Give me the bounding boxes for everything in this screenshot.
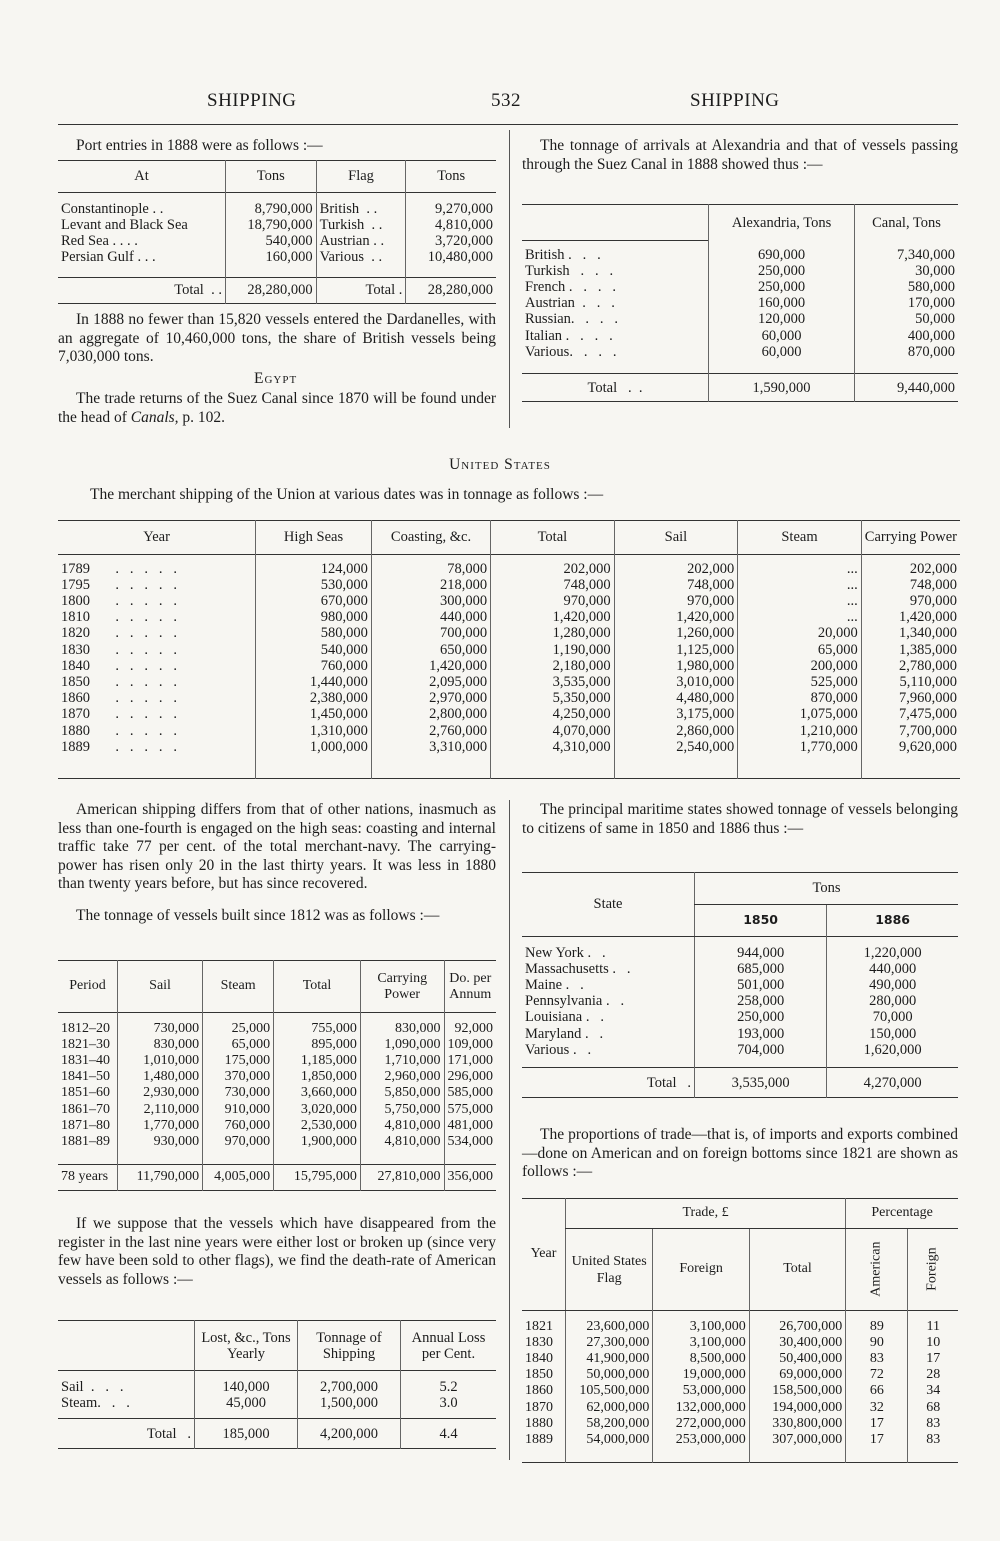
col-header: At	[134, 168, 149, 185]
table-row: Maine . . 501,000 490,000	[522, 977, 958, 993]
table-row: 1851–60 2,930,000 730,000 3,660,000 5,850,000 585,000	[58, 1085, 496, 1101]
built-table-wrap	[58, 960, 496, 1191]
table-row: Massachusetts . . 685,000 440,000	[522, 961, 958, 977]
total-row: Total . . 1,590,000 9,440,000	[522, 374, 958, 402]
table-row: Various . . 704,000 1,620,000	[522, 1042, 958, 1058]
table-row: 1820 . . . . . 580,000 700,000 1,280,000 1,260,000 20,000 1,340,000	[58, 625, 960, 641]
col-header: 1850	[695, 905, 827, 937]
alexandria-table	[522, 204, 958, 402]
table-row: Italian . . . . 60,000 400,000	[522, 328, 958, 344]
trade-intro: The proportions of trade—that is, of imports and exports combined—done on American and on foreign bottoms since 1821 are shown as follows :—	[522, 1126, 958, 1180]
alexandria-table-wrap	[522, 204, 958, 402]
united-states-heading: United States	[449, 456, 551, 473]
col-header: Period	[69, 978, 106, 994]
trade-table	[522, 1198, 958, 1463]
death-rate-intro: If we suppose that the vessels which have disappeared from the register in the last nine years were either lost or broken up (since very few have been sold to other flags), we find the death-rate of American vessels as follows :—	[58, 1215, 496, 1288]
egypt-heading: Egypt	[254, 370, 298, 387]
table-row: 1840 41,900,000 8,500,000 50,400,000 83 17	[522, 1351, 958, 1367]
col-header: Coasting, &c.	[371, 521, 490, 555]
egypt-paragraph: The trade returns of the Suez Canal since 1870 will be found under the head of Canals, p. 102.	[58, 390, 496, 426]
col-header: Carrying Power	[861, 521, 960, 555]
total-row: Total . 185,000 4,200,000 4.4	[58, 1419, 496, 1449]
us-shipping-table-wrap	[58, 520, 960, 779]
col-header: Sail	[614, 521, 738, 555]
death-rate-table	[58, 1320, 496, 1449]
table-row: Louisiana . . 250,000 70,000	[522, 1009, 958, 1025]
states-table-wrap	[522, 872, 958, 1098]
table-row: Pennsylvania . . 258,000 280,000	[522, 993, 958, 1009]
total-row: Total . . 28,280,000 Total . 28,280,000	[58, 277, 496, 303]
table-row: 1795 . . . . . 530,000 218,000 748,000 748,000 ... 748,000	[58, 577, 960, 593]
table-row: 1830 . . . . . 540,000 650,000 1,190,000 1,125,000 65,000 1,385,000	[58, 642, 960, 658]
col-header: Steam	[738, 521, 862, 555]
col-header: American	[868, 1241, 884, 1298]
built-table	[58, 960, 496, 1191]
header-rule	[58, 124, 958, 125]
table-row: 1860 . . . . . 2,380,000 2,970,000 5,350,000 4,480,000 870,000 7,960,000	[58, 690, 960, 706]
column-divider-top	[509, 130, 510, 428]
column-divider-bottom	[509, 800, 510, 1460]
col-header: Tons	[695, 873, 959, 905]
col-header: Tons	[406, 161, 496, 193]
table-row: 1850 . . . . . 1,440,000 2,095,000 3,535,000 3,010,000 525,000 5,110,000	[58, 674, 960, 690]
col-header: Flag	[316, 161, 406, 193]
table-row: 1889 54,000,000 253,000,000 307,000,000 17 83	[522, 1432, 958, 1448]
col-header: Tons	[225, 161, 316, 193]
table-row: New York . . 944,000 1,220,000	[522, 945, 958, 961]
table-row: Red Sea . . . . 540,000 Austrian . . 3,720,000	[58, 233, 496, 249]
table-row: 1831–40 1,010,000 175,000 1,185,000 1,710,000 171,000	[58, 1053, 496, 1069]
col-header: State	[522, 873, 695, 937]
built-intro: The tonnage of vessels built since 1812 was as follows :—	[76, 907, 440, 924]
col-header: Alexandria, Tons	[709, 205, 855, 241]
col-header: Year	[522, 1199, 565, 1311]
table-row: Steam. . . 45,000 1,500,000 3.0	[58, 1395, 496, 1411]
col-header: Total	[274, 961, 361, 1013]
table-row: 1880 . . . . . 1,310,000 2,760,000 4,070,000 2,860,000 1,210,000 7,700,000	[58, 723, 960, 739]
col-header: 1886	[827, 905, 958, 937]
col-header: Annual Loss per Cent.	[401, 1321, 497, 1371]
table-row: 1830 27,300,000 3,100,000 30,400,000 90 10	[522, 1335, 958, 1351]
dardanelles-paragraph: In 1888 no fewer than 15,820 vessels entered the Dardanelles, with an aggregate of 10,460,000 tons, the share of British vessels being 7,030,000 tons.	[58, 311, 496, 365]
table-row: Sail . . . 140,000 2,700,000 5.2	[58, 1379, 496, 1395]
col-header: Canal, Tons	[855, 205, 958, 241]
table-row: 1800 . . . . . 670,000 300,000 970,000 970,000 ... 970,000	[58, 593, 960, 609]
table-row: Constantinople . . 8,790,000 British . . 9,270,000	[58, 201, 496, 217]
col-header: Total	[491, 521, 615, 555]
running-header-right: SHIPPING	[690, 90, 780, 111]
col-header: United States Flag	[565, 1229, 652, 1311]
total-row: Total . 3,535,000 4,270,000	[522, 1068, 958, 1098]
table-row: 1841–50 1,480,000 370,000 1,850,000 2,960,000 296,000	[58, 1069, 496, 1085]
table-row: 1870 62,000,000 132,000,000 194,000,000 32 68	[522, 1400, 958, 1416]
table-row: 1789 . . . . . 124,000 78,000 202,000 202,000 ... 202,000	[58, 561, 960, 577]
col-header: Sail	[118, 961, 203, 1013]
states-intro: The principal maritime states showed tonnage of vessels belonging to citizens of same in 1850 and 1886 thus :—	[522, 801, 958, 837]
alexandria-intro: The tonnage of arrivals at Alexandria and that of vessels passing through the Suez Canal in 1888 showed thus :—	[522, 137, 958, 173]
american-shipping-paragraph: American shipping differs from that of other nations, inasmuch as less than one-fourth is engaged on the high seas: coasting and internal traffic take 77 per cent. of the total merchant-navy. The carrying-power has risen only 20 in the last thirty years. It was less in 1880 than twenty years before, but has since recovered.	[58, 801, 496, 892]
table-row: British . . . 690,000 7,340,000	[522, 247, 958, 263]
table-row: 1860 105,500,000 53,000,000 158,500,000 66 34	[522, 1383, 958, 1399]
table-row: 1861–70 2,110,000 910,000 3,020,000 5,750,000 575,000	[58, 1102, 496, 1118]
table-row: 1821 23,600,000 3,100,000 26,700,000 89 11	[522, 1319, 958, 1335]
table-row: 1840 . . . . . 760,000 1,420,000 2,180,000 1,980,000 200,000 2,780,000	[58, 658, 960, 674]
running-header-left: SHIPPING	[207, 90, 297, 111]
death-rate-table-wrap	[58, 1320, 496, 1449]
col-header: High Seas	[256, 521, 372, 555]
col-header: Percentage	[846, 1199, 958, 1229]
col-header: Lost, &c., Tons Yearly	[195, 1321, 298, 1371]
table-row: Various. . . . 60,000 870,000	[522, 344, 958, 360]
table-row: Persian Gulf . . . 160,000 Various . . 10,480,000	[58, 249, 496, 265]
port-entries-table	[58, 160, 496, 304]
col-header: Total	[749, 1229, 845, 1311]
col-header: Carrying Power	[360, 961, 444, 1013]
col-header: Do. per Annum	[444, 961, 496, 1013]
port-entries-intro: Port entries in 1888 were as follows :—	[76, 137, 323, 154]
col-header: Trade, £	[565, 1199, 845, 1229]
states-table	[522, 872, 958, 1098]
united-states-intro: The merchant shipping of the Union at various dates was in tonnage as follows :—	[90, 486, 604, 503]
table-row: 1880 58,200,000 272,000,000 330,800,000 17 83	[522, 1416, 958, 1432]
col-header: Foreign	[925, 1247, 941, 1292]
trade-table-wrap	[522, 1198, 958, 1463]
table-row: Maryland . . 193,000 150,000	[522, 1026, 958, 1042]
table-row: French . . . . 250,000 580,000	[522, 279, 958, 295]
table-row: 1889 . . . . . 1,000,000 3,310,000 4,310,000 2,540,000 1,770,000 9,620,000	[58, 739, 960, 755]
table-row: 1881–89 930,000 970,000 1,900,000 4,810,000 534,000	[58, 1134, 496, 1150]
table-row: Russian. . . . 120,000 50,000	[522, 311, 958, 327]
table-row: 1870 . . . . . 1,450,000 2,800,000 4,250,000 3,175,000 1,075,000 7,475,000	[58, 706, 960, 722]
table-row: 1850 50,000,000 19,000,000 69,000,000 72 28	[522, 1367, 958, 1383]
port-entries-table-wrap	[58, 160, 496, 304]
us-shipping-table	[58, 520, 960, 779]
table-row: Turkish . . . 250,000 30,000	[522, 263, 958, 279]
col-header: Tonnage of Shipping	[298, 1321, 401, 1371]
total-row: 78 years 11,790,000 4,005,000 15,795,000 27,810,000 356,000	[58, 1164, 496, 1190]
table-row: Austrian . . . 160,000 170,000	[522, 295, 958, 311]
table-row: 1821–30 830,000 65,000 895,000 1,090,000 109,000	[58, 1037, 496, 1053]
table-row: 1810 . . . . . 980,000 440,000 1,420,000 1,420,000 ... 1,420,000	[58, 609, 960, 625]
table-row: Levant and Black Sea 18,790,000 Turkish . . 4,810,000	[58, 217, 496, 233]
col-header: Steam	[203, 961, 274, 1013]
col-header: Year	[143, 529, 170, 546]
col-header: Foreign	[653, 1229, 749, 1311]
table-row: 1812–20 730,000 25,000 755,000 830,000 92,000	[58, 1021, 496, 1037]
page-number: 532	[491, 90, 521, 111]
table-row: 1871–80 1,770,000 760,000 2,530,000 4,810,000 481,000	[58, 1118, 496, 1134]
